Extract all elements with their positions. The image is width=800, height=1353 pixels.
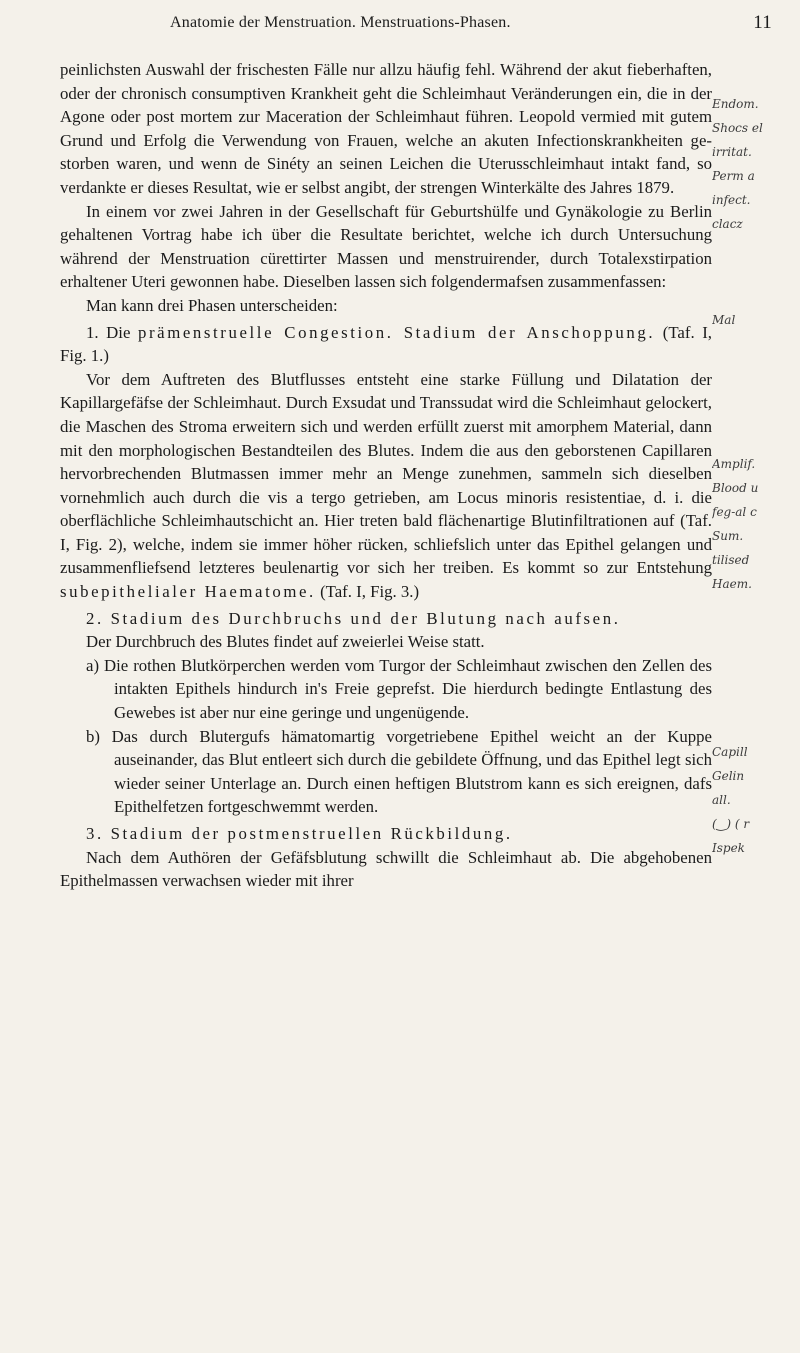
margin-note: Capill bbox=[712, 745, 748, 759]
phase1-number: 1. Die bbox=[86, 322, 131, 342]
margin-note: Blood u bbox=[712, 481, 759, 495]
paragraph: In einem vor zwei Jahren in der Gesellschaft für Geburtshülfe und Gynäkologie zu Berlin gehaltenen Vortrag habe ich über die Resultate berichtet, welche ich durch Untersuchung während der Menstruation cürettirter Massen und menstruirender, durch Totalexstirpation erhaltener Uteri gewonnen habe. Dieselben lassen sich folgendermafsen zusammenfassen: bbox=[60, 201, 712, 292]
margin-note bbox=[712, 596, 800, 620]
paragraph: peinlichsten Auswahl der frischesten Fälle nur allzu häufig fehl. Während der akut fieberhaften, oder der chronisch consumptiven Krankheit geht die Schleimhaut Veränderungen ein, die in der Agone oder post mortem zur Maceration der Schleimhaut führen. Leopold vermied mit gutem Grund und Erfolg die Verwendung von Frauen, welche an akuten Infectionskrankheiten gestorben waren, und wenn de Sinéty an seinen Leichen die Uterusschleimhaut intakt fand, so verdankte er dieses Resultat, wie er selbst angibt, der strengen Winterkälte des Jahres 1879. bbox=[60, 60, 712, 197]
running-title: Anatomie der Menstruation. Menstruations-Phasen. bbox=[170, 14, 511, 31]
phase1-text bbox=[60, 368, 712, 604]
phase1-title: prämenstruelle Congestion. Stadium der Anschoppung. bbox=[138, 322, 656, 342]
margin-note bbox=[712, 404, 800, 428]
margin-note: all. bbox=[712, 793, 731, 807]
phase2-intro: Der Durchbruch des Blutes findet auf zweierlei Weise statt. bbox=[86, 632, 485, 652]
margin-note: Shocs el bbox=[712, 121, 763, 135]
margin-note bbox=[712, 644, 800, 668]
phase2-item-b: b) Das durch Blutergufs hämatomartig vorgetriebene Epithel weicht an der Kuppe auseinander, das Blut entleert sich durch die gebildete Öffnung, und das Epithel legt sich wieder seiner Unterlage an. Durch einen heftigen Blutstrom kann es sich ereignen, dafs Epithelfetzen fortgeschwemmt werden. bbox=[86, 726, 712, 817]
phase1-heading bbox=[60, 321, 712, 368]
handwritten-marginalia bbox=[712, 92, 800, 855]
margin-note: Endom. bbox=[712, 97, 759, 111]
margin-note: tilised bbox=[712, 553, 750, 567]
margin-note bbox=[712, 692, 800, 716]
phase1-body: Vor dem Auftreten des Blutflusses entsteht eine starke Füllung und Dilatation der Kapillargefäfse der Schleimhaut. Durch Exsudat und Transsudat wird die Schleimhaut gelockert, die Maschen des Stroma erweitern sich und werden erfüllt zuerst mit amorphem Material, dann mit den morphologischen Bestandteilen des Blutes. Indem die aus den geborstenen Capillaren hervorbrechenden Blutmassen immer mehr an Menge zunehmen, sammeln sich dieselben vornehmlich auch durch die vis a tergo getrieben, am Locus minoris resistentiae, d. i. die oberflächliche Schleimhautschicht an. Hier treten bald flächenartige Blutinfiltrationen auf (Taf. I, Fig. 2), welche, indem sie immer höher rücken, schliefslich unter das Epithel gelangen und zusammenfliefsend letzteres beulenartig vor sich her treiben. Es kommt so zur Entstehung bbox=[60, 369, 712, 578]
margin-note: infect. bbox=[712, 193, 751, 207]
margin-note bbox=[712, 668, 800, 692]
phase1-term-ref: (Taf. I, Fig. 3.) bbox=[320, 582, 420, 602]
running-head bbox=[0, 14, 800, 44]
margin-note bbox=[712, 332, 800, 356]
phase1-figure-ref: (Taf. I, Fig. 1.) bbox=[60, 322, 712, 366]
margin-note: Gelin bbox=[712, 769, 745, 783]
margin-note: (‿) ( r bbox=[712, 817, 750, 831]
margin-note: irritat. bbox=[712, 145, 752, 159]
margin-note bbox=[712, 620, 800, 644]
body-text bbox=[60, 58, 712, 893]
page-number: 11 bbox=[753, 12, 772, 33]
paragraph: Man kann drei Phasen unterscheiden: bbox=[86, 295, 338, 315]
margin-note bbox=[712, 380, 800, 404]
margin-note bbox=[712, 284, 800, 308]
margin-note: feg-al c bbox=[712, 505, 757, 519]
margin-note: Ispek bbox=[712, 841, 745, 855]
phase2-item-a: a) Die rothen Blutkörperchen werden vom Turgor der Schleimhaut zwischen den Zellen des intakten Epithels hindurch in's Freie geprefst. Die hierdurch bedingte Entlastung des Gewebes ist aber nur eine geringe und ungenügende. bbox=[86, 655, 712, 723]
margin-note: clacz bbox=[712, 217, 743, 231]
phase3-heading: 3. Stadium der postmenstruellen Rückbildung. bbox=[86, 824, 513, 843]
phase3-text: Nach dem Authören der Gefäfsblutung schwillt die Schleimhaut ab. Die abgehobenen Epithelmassen verwachsen wieder mit ihrer bbox=[60, 847, 712, 891]
margin-note: Mal bbox=[712, 313, 736, 327]
margin-note bbox=[712, 356, 800, 380]
phase2-heading: 2. Stadium des Durchbruchs und der Blutung nach aufsen. bbox=[86, 608, 621, 628]
margin-note bbox=[712, 716, 800, 740]
margin-note: Perm a bbox=[712, 169, 755, 183]
margin-note: Amplif. bbox=[712, 457, 756, 471]
margin-note: Sum. bbox=[712, 529, 744, 543]
phase1-term: subepithelialer Haematome. bbox=[60, 582, 316, 602]
margin-note bbox=[712, 236, 800, 260]
margin-note: Haem. bbox=[712, 577, 752, 591]
margin-note bbox=[712, 260, 800, 284]
margin-note bbox=[712, 428, 800, 452]
